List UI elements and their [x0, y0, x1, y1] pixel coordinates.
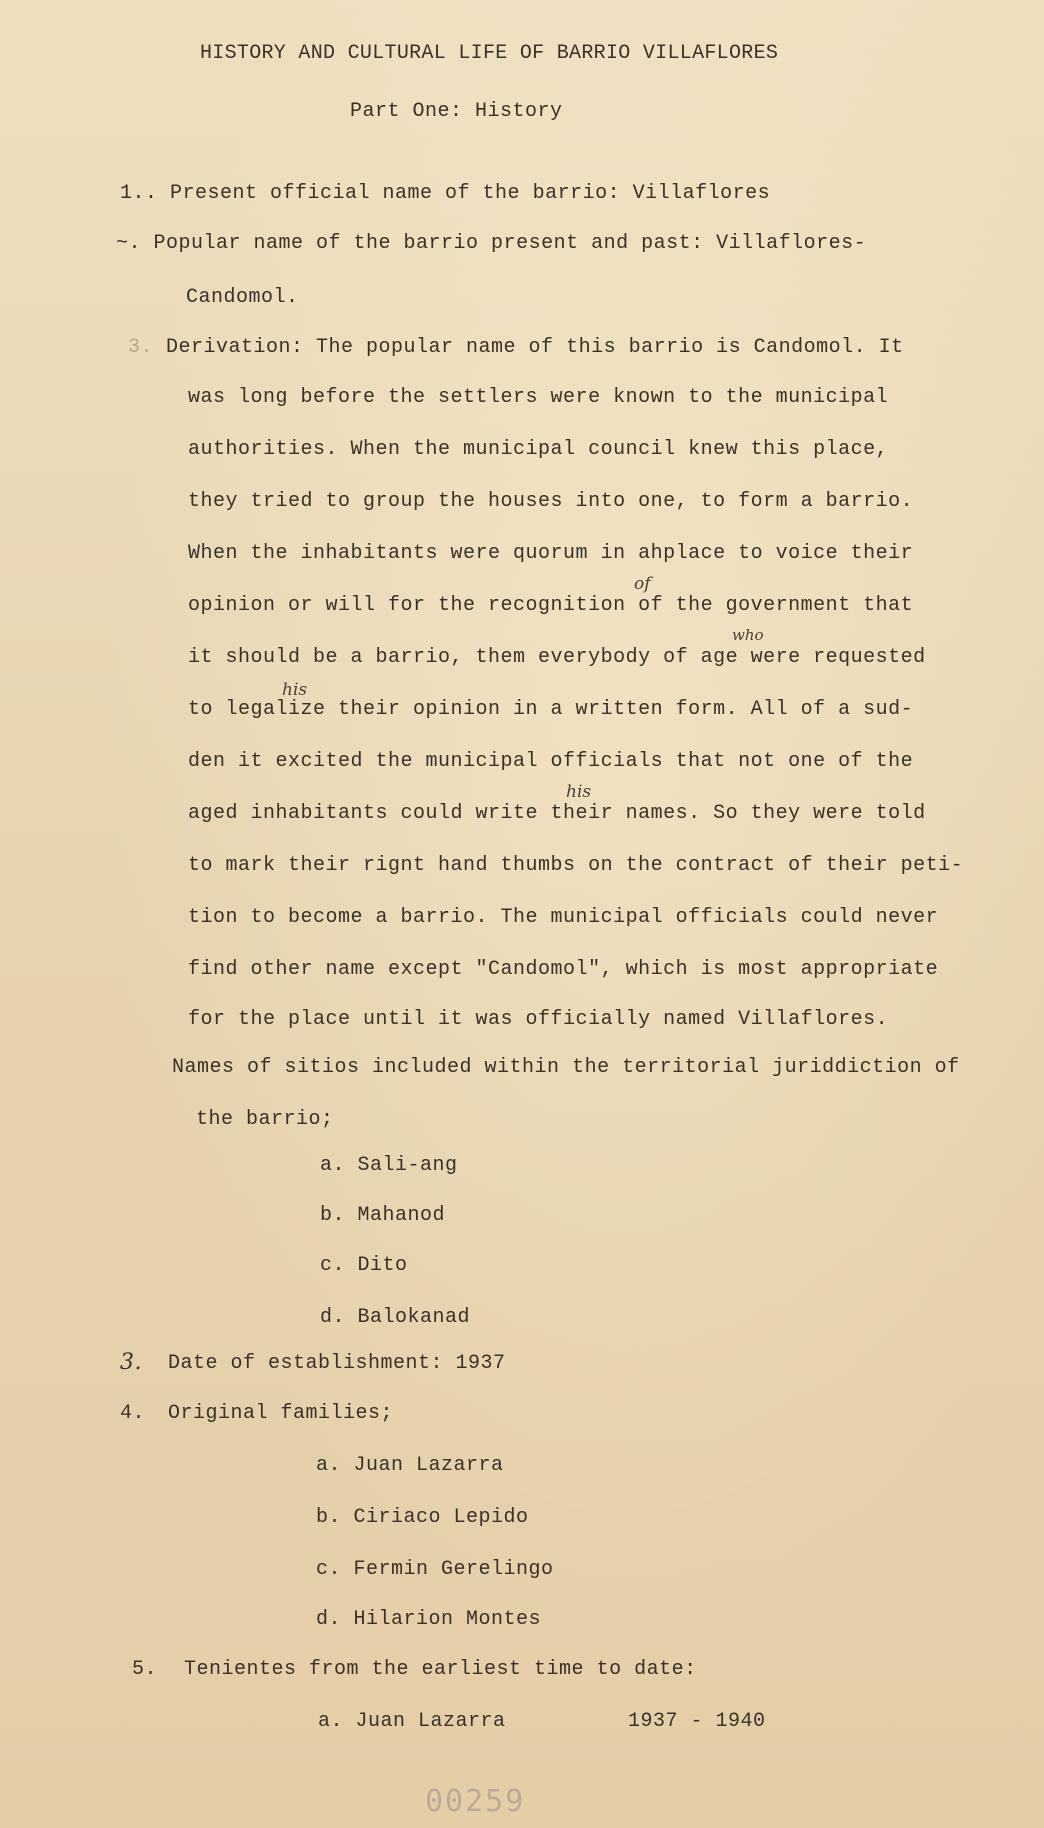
item-2-continuation: Candomol.	[186, 286, 299, 309]
margin-number-derivation: 3.	[128, 336, 154, 359]
handwritten-who: who	[732, 626, 764, 644]
sitios-heading-continuation: the barrio;	[196, 1108, 334, 1131]
page-stamp-number: 00259	[425, 1784, 526, 1819]
sitio-c: c. Dito	[320, 1254, 408, 1277]
handwritten-his-2: his	[566, 782, 592, 802]
derivation-line-8: to legalize their opinion in a written form. All of a sud-	[188, 698, 914, 721]
item-1-line: 1.. Present official name of the barrio: Villaflores	[120, 182, 771, 205]
sitios-heading: Names of sitios included within the territorial juriddiction of	[172, 1056, 960, 1079]
derivation-line-5: When the inhabitants were quorum in ahplace to voice their	[188, 542, 914, 565]
derivation-line-6: opinion or will for the recognition of the government that	[188, 594, 914, 617]
derivation-line-9: den it excited the municipal officials that not one of the	[188, 750, 914, 773]
handwritten-his-1: his	[282, 680, 308, 700]
derivation-line-7: it should be a barrio, them everybody of age were requested	[188, 646, 926, 669]
sitio-a: a. Sali-ang	[320, 1154, 458, 1177]
margin-number-families: 4.	[120, 1402, 146, 1425]
derivation-line-1: Derivation: The popular name of this barrio is Candomol. It	[166, 336, 904, 359]
document-title: HISTORY AND CULTURAL LIFE OF BARRIO VILLAFLORES	[200, 42, 779, 65]
margin-number-date: 3.	[120, 1350, 142, 1375]
derivation-line-13: find other name except "Candomol", which is most appropriate	[188, 958, 939, 981]
tenientes-heading: Tenientes from the earliest time to date:	[184, 1658, 697, 1681]
sitio-b: b. Mahanod	[320, 1204, 446, 1227]
family-c: c. Fermin Gerelingo	[316, 1558, 554, 1581]
teniente-a-name: a. Juan Lazarra	[318, 1710, 506, 1733]
teniente-a-years: 1937 - 1940	[628, 1710, 766, 1733]
family-b: b. Ciriaco Lepido	[316, 1506, 529, 1529]
derivation-line-3: authorities. When the municipal council knew this place,	[188, 438, 889, 461]
document-subtitle: Part One: History	[350, 100, 563, 123]
derivation-line-2: was long before the settlers were known to the municipal	[188, 386, 889, 409]
sitio-d: d. Balokanad	[320, 1306, 471, 1329]
derivation-line-10: aged inhabitants could write their names. So they were told	[188, 802, 926, 825]
item-2-line: ~. Popular name of the barrio present and past: Villaflores-	[116, 232, 867, 255]
derivation-line-11: to mark their rignt hand thumbs on the contract of their peti-	[188, 854, 964, 877]
derivation-line-12: tion to become a barrio. The municipal officials could never	[188, 906, 939, 929]
date-of-establishment: Date of establishment: 1937	[168, 1352, 506, 1375]
family-a: a. Juan Lazarra	[316, 1454, 504, 1477]
derivation-line-14: for the place until it was officially named Villaflores.	[188, 1008, 889, 1031]
margin-number-tenientes: 5.	[132, 1658, 158, 1681]
original-families-heading: Original families;	[168, 1402, 394, 1425]
derivation-line-4: they tried to group the houses into one, to form a barrio.	[188, 490, 914, 513]
family-d: d. Hilarion Montes	[316, 1608, 542, 1631]
handwritten-of: of	[634, 574, 651, 594]
